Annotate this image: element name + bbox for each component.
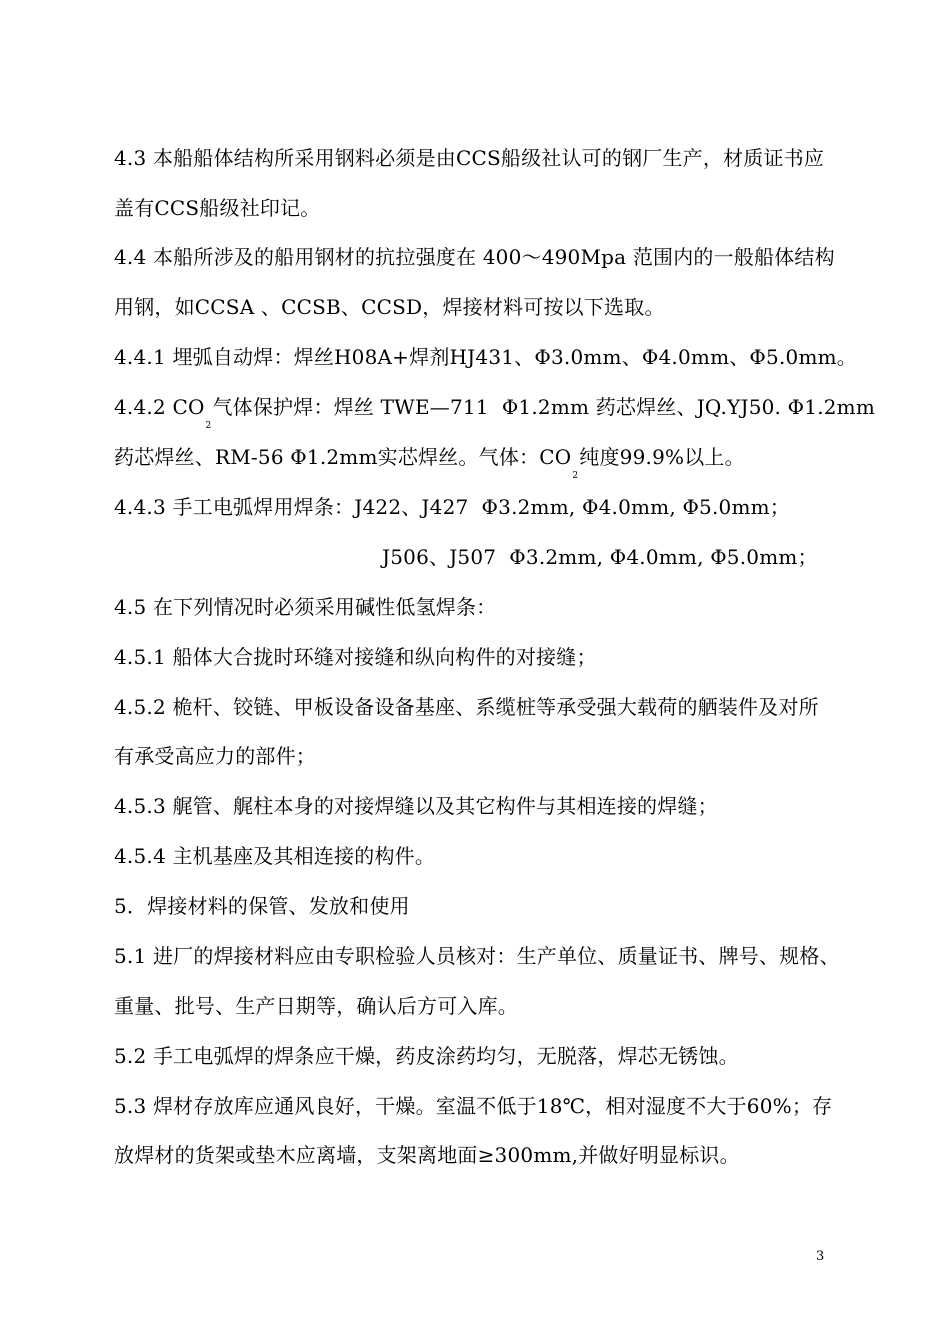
text-line-4-5-2-cont: 有承受高应力的部件； (114, 744, 316, 768)
text-line-4-4: 4.4 本船所涉及的船用钢材的抗拉强度在 400～490Mpa 范围内的一般船体结构 (114, 245, 835, 269)
text-line-4-4-2-cont-part-b: 纯度99.9%以上。 (579, 445, 745, 469)
subscript-2: 2 (205, 421, 212, 431)
text-line-4-4-3-cont: J506、J507 Φ3.2mm, Φ4.0mm, Φ5.0mm； (382, 545, 818, 569)
text-line-4-4-2-cont-part-a: 药芯焊丝、RM-56 Φ1.2mm实芯焊丝。气体：CO (114, 445, 572, 469)
text-line-4-3-cont: 盖有CCS船级社印记。 (114, 196, 321, 220)
text-line-4-4-cont: 用钢，如CCSA 、CCSB、CCSD，焊接材料可按以下选取。 (114, 295, 665, 319)
text-line-5-3: 5.3 焊材存放库应通风良好，干燥。室温不低于18℃，相对湿度不大于60%；存 (114, 1094, 833, 1118)
text-line-4-3: 4.3 本船船体结构所采用钢料必须是由CCS船级社认可的钢厂生产，材质证书应 (114, 146, 825, 170)
text-line-4-4-2 (114, 394, 876, 431)
text-line-5-1-cont: 重量、批号、生产日期等，确认后方可入库。 (114, 994, 518, 1018)
text-line-4-5-1: 4.5.1 船体大合拢时环缝对接缝和纵向构件的对接缝； (114, 645, 597, 669)
text-line-4-4-2-part-b: 气体保护焊：焊丝 TWE—711 Φ1.2mm 药芯焊丝、JQ.YJ50. Φ1.2mm (212, 395, 876, 419)
text-line-4-5-3: 4.5.3 艉管、艉柱本身的对接焊缝以及其它构件与其相连接的焊缝； (114, 794, 718, 818)
text-line-4-5-4: 4.5.4 主机基座及其相连接的构件。 (114, 844, 436, 868)
text-line-5-3-cont: 放焊材的货架或垫木应离墙，支架离地面≥300mm,并做好明显标识。 (114, 1143, 740, 1167)
section-heading-5: 5．焊接材料的保管、发放和使用 (114, 894, 410, 918)
text-line-4-4-1: 4.4.1 埋弧自动焊：焊丝H08A+焊剂HJ431、Φ3.0mm、Φ4.0mm、Φ5.0mm。 (114, 345, 857, 369)
text-line-4-4-3: 4.4.3 手工电弧焊用焊条：J422、J427 Φ3.2mm, Φ4.0mm, Φ5.0mm； (114, 495, 790, 519)
page-number: 3 (816, 1249, 825, 1264)
text-line-4-5: 4.5 在下列情况时必须采用碱性低氢焊条： (114, 595, 497, 619)
text-line-4-4-2-part-a: 4.4.2 CO (114, 395, 205, 419)
text-line-5-2: 5.2 手工电弧焊的焊条应干燥，药皮涂药均匀，无脱落，焊芯无锈蚀。 (114, 1044, 739, 1068)
text-line-5-1: 5.1 进厂的焊接材料应由专职检验人员核对：生产单位、质量证书、牌号、规格、 (114, 944, 840, 968)
subscript-2: 2 (572, 471, 579, 481)
text-line-4-4-2-cont (114, 444, 745, 481)
text-line-4-5-2: 4.5.2 桅杆、铰链、甲板设备设备基座、系缆桩等承受强大载荷的舾装件及对所 (114, 695, 819, 719)
